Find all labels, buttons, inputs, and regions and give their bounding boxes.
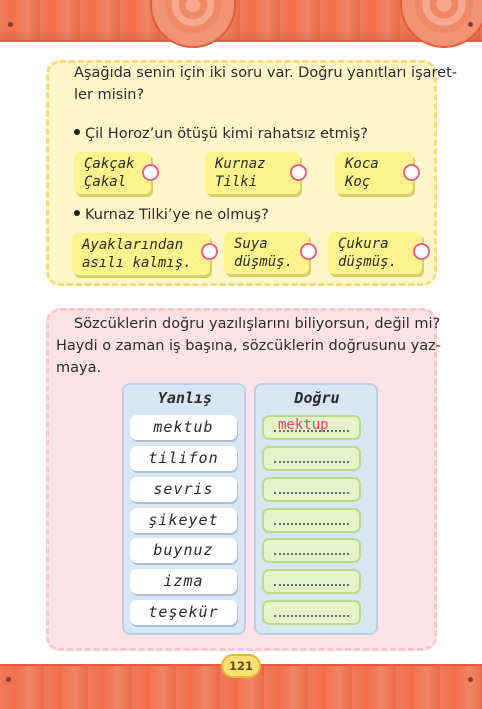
answer-field[interactable] <box>262 477 361 502</box>
spelling-intro-line2: Haydi o zaman iş başına, sözcüklerin doğrusunu yaz- <box>56 338 441 354</box>
question-2: Kurnaz Tilki’ye ne olmuş? <box>74 205 269 225</box>
question-intro-line1: Aşağıda senin için iki soru var. Doğru yanıtları işaret- <box>74 65 458 81</box>
nail-icon <box>6 677 11 682</box>
wrong-word: teşekür <box>130 600 237 625</box>
nail-icon <box>468 22 473 27</box>
question-intro-line2: ler misin? <box>74 87 145 103</box>
q2-option-1[interactable]: Ayaklarından asılı kalmış. <box>72 233 210 275</box>
wrong-word: sevris <box>130 477 237 502</box>
nail-icon <box>468 677 473 682</box>
bullet-icon <box>74 210 80 216</box>
q1-option-3[interactable]: Koca Koç <box>335 152 413 194</box>
wrong-word: tilifon <box>130 446 237 471</box>
q2-option-1-radio[interactable] <box>201 243 218 260</box>
q2-option-2-radio[interactable] <box>300 243 317 260</box>
nail-icon <box>8 22 13 27</box>
answer-field[interactable] <box>262 538 361 563</box>
answer-field[interactable] <box>262 446 361 471</box>
q1-option-2[interactable]: Kurnaz Tilki <box>205 152 300 194</box>
right-column-header: Doğru <box>294 389 340 407</box>
answer-field[interactable] <box>262 508 361 533</box>
q1-option-3-radio[interactable] <box>403 164 420 181</box>
wrong-column-header: Yanlış <box>157 389 213 407</box>
q1-option-1-radio[interactable] <box>142 164 159 181</box>
q2-option-2[interactable]: Suya düşmüş. <box>224 232 309 274</box>
answer-field[interactable] <box>262 600 361 625</box>
wrong-word: izma <box>130 569 237 594</box>
answer-field[interactable] <box>262 415 361 440</box>
q2-option-3[interactable]: Çukura düşmüş. <box>328 232 422 274</box>
q1-option-2-radio[interactable] <box>290 164 307 181</box>
bullet-icon <box>74 129 80 135</box>
q2-option-3-radio[interactable] <box>413 243 430 260</box>
page-number: 121 <box>221 654 261 678</box>
q1-option-1[interactable]: Çakçak Çakal <box>74 152 151 194</box>
example-answer: mektup <box>278 417 329 433</box>
wrong-word: mektub <box>130 415 237 440</box>
wrong-word: buynuz <box>130 538 237 563</box>
question-1: Çil Horoz’un ötüşü kimi rahatsız etmiş? <box>74 124 368 144</box>
spelling-intro-line3: maya. <box>56 360 102 376</box>
spelling-intro-line1: Sözcüklerin doğru yazılışlarını biliyorsun, değil mi? <box>74 316 441 332</box>
answer-field[interactable] <box>262 569 361 594</box>
wrong-word: şikeyet <box>130 508 237 533</box>
